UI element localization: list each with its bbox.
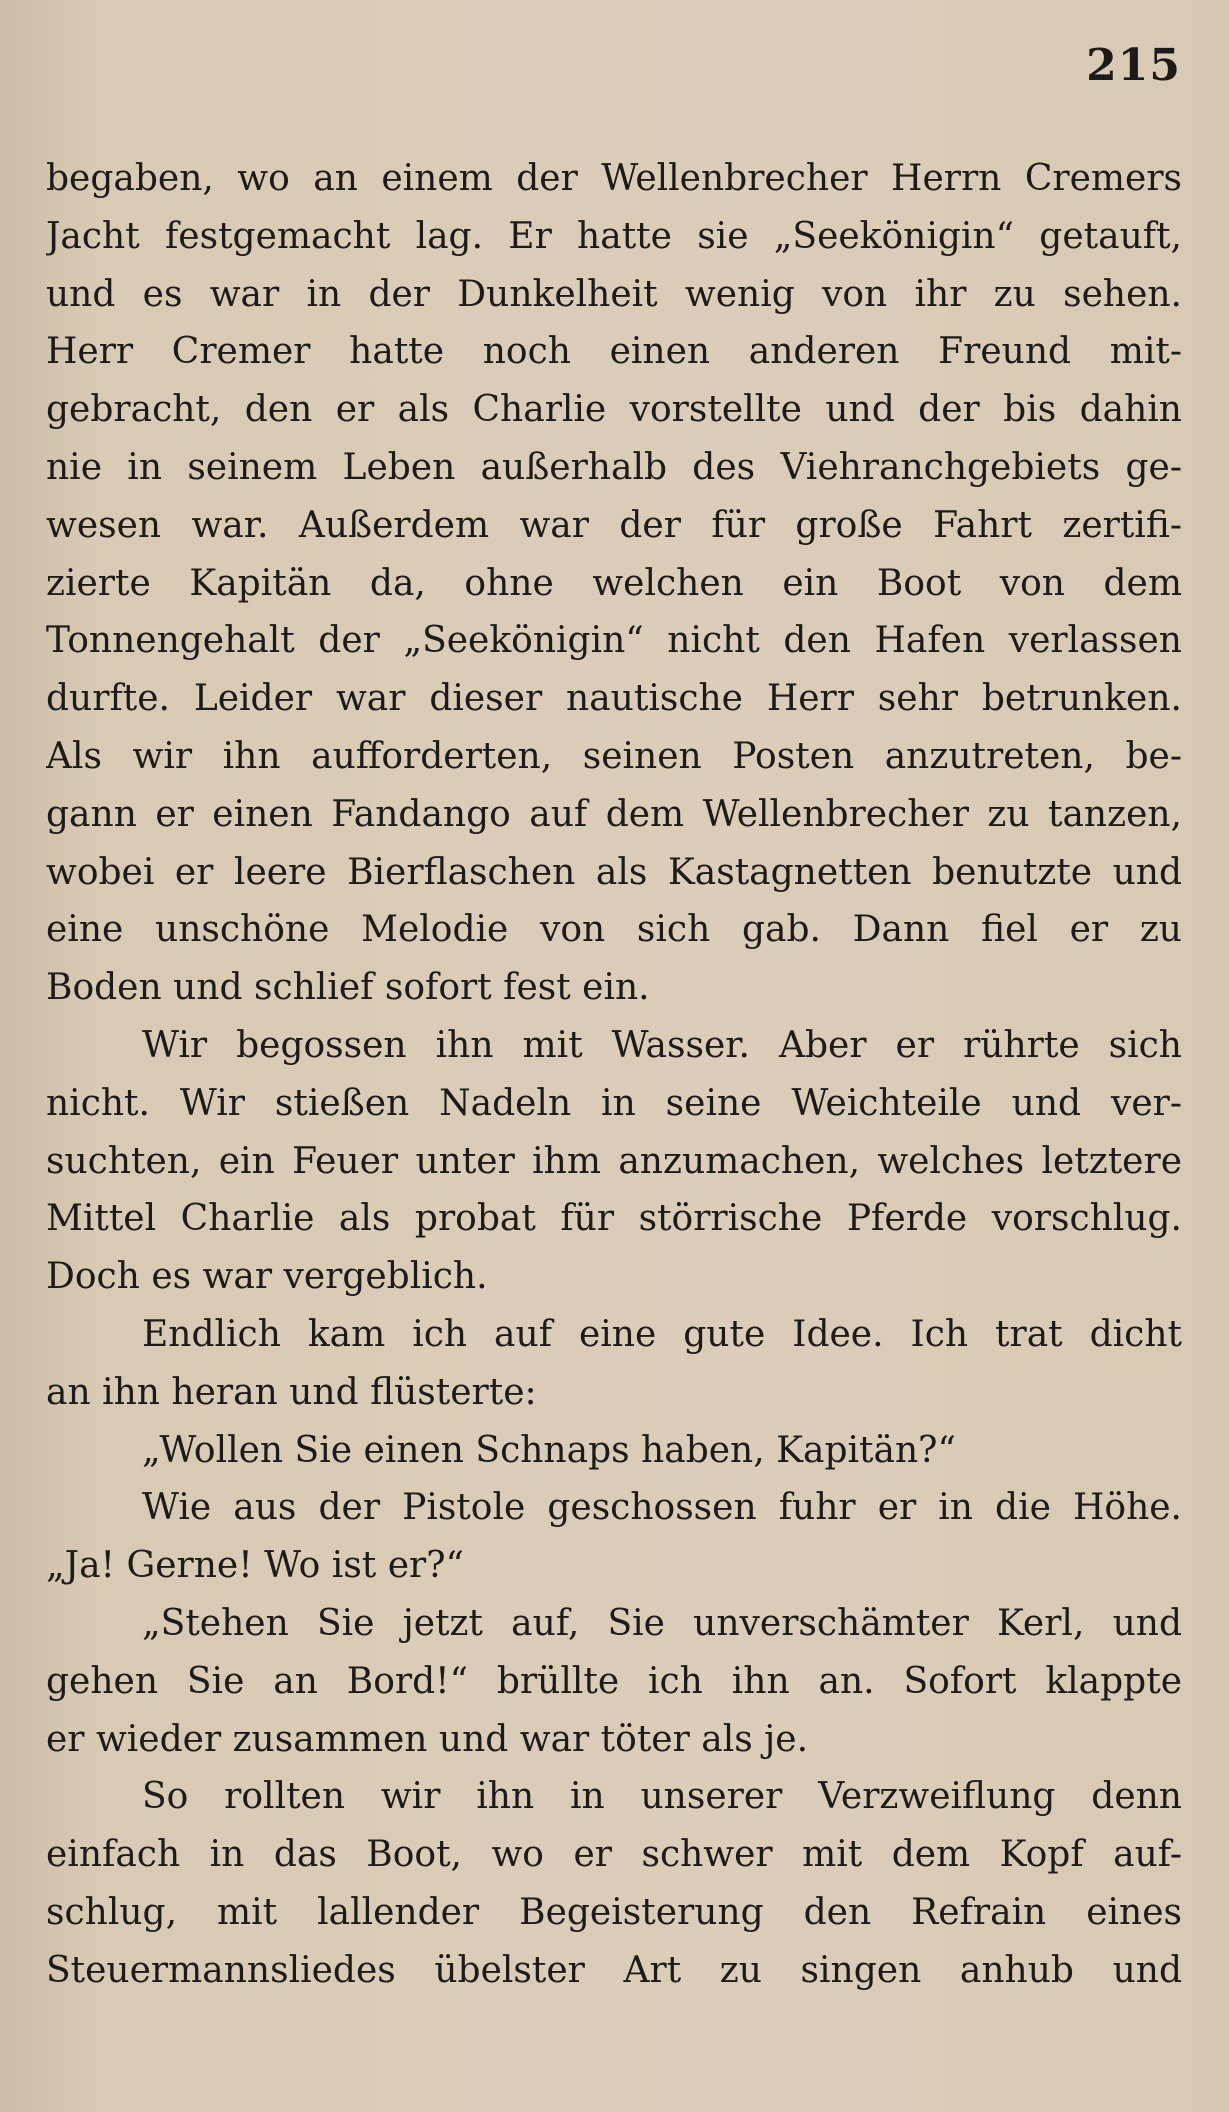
text-line: schlug, mit lallender Begeisterung den Refrain eines	[46, 1891, 1182, 1933]
text-line: er wieder zusammen und war töter als je.	[46, 1718, 809, 1760]
text-line: Mittel Charlie als probat für störrische Pferde vorschlug.	[46, 1198, 1182, 1240]
text-line: einfach in das Boot, wo er schwer mit dem Kopf auf-	[46, 1834, 1182, 1876]
text-line: wesen war. Außerdem war der für große Fahrt zertifi-	[46, 504, 1182, 546]
text-line: Endlich kam ich auf eine gute Idee. Ich trat dicht	[142, 1313, 1182, 1355]
text-line: Jacht festgemacht lag. Er hatte sie „Seekönigin“ getauft,	[46, 215, 1182, 257]
text-line: durfte. Leider war dieser nautische Herr sehr betrunken.	[46, 678, 1182, 720]
text-line: Steuermannsliedes übelster Art zu singen anhub und	[46, 1949, 1182, 1991]
text-line: Boden und schlief sofort fest ein.	[46, 967, 650, 1009]
text-line: Wie aus der Pistole geschossen fuhr er in die Höhe.	[142, 1487, 1182, 1529]
page-number: 215	[1086, 40, 1181, 91]
body-text	[46, 150, 1182, 2000]
text-line: Als wir ihn aufforderten, seinen Posten anzutreten, be-	[46, 735, 1182, 777]
text-line: Tonnengehalt der „Seekönigin“ nicht den Hafen verlassen	[46, 620, 1182, 662]
text-line: „Ja! Gerne! Wo ist er?“	[46, 1545, 464, 1587]
text-line: begaben, wo an einem der Wellenbrecher Herrn Cremers	[46, 158, 1182, 199]
text-line: gann er einen Fandango auf dem Wellenbrecher zu tanzen,	[46, 793, 1182, 835]
text-line: an ihn heran und flüsterte:	[46, 1371, 537, 1413]
text-line: gehen Sie an Bord!“ brüllte ich ihn an. Sofort klappte	[46, 1660, 1182, 1702]
text-line: gebracht, den er als Charlie vorstellte und der bis dahin	[46, 389, 1182, 431]
text-line: zierte Kapitän da, ohne welchen ein Boot von dem	[46, 562, 1182, 604]
text-line: und es war in der Dunkelheit wenig von ihr zu sehen.	[46, 273, 1182, 315]
text-line: „Stehen Sie jetzt auf, Sie unverschämter Kerl, und	[142, 1602, 1182, 1644]
text-line: nicht. Wir stießen Nadeln in seine Weichteile und ver-	[46, 1082, 1182, 1124]
text-line: suchten, ein Feuer unter ihm anzumachen, welches letztere	[46, 1140, 1182, 1182]
text-line: Herr Cremer hatte noch einen anderen Freund mit-	[46, 331, 1182, 373]
text-line: eine unschöne Melodie von sich gab. Dann fiel er zu	[46, 909, 1182, 951]
text-line: So rollten wir ihn in unserer Verzweiflung denn	[142, 1776, 1182, 1818]
text-line: wobei er leere Bierflaschen als Kastagnetten benutzte und	[46, 851, 1182, 893]
text-line: „Wollen Sie einen Schnaps haben, Kapitän?“	[142, 1429, 956, 1471]
text-line: Wir begossen ihn mit Wasser. Aber er rührte sich	[142, 1024, 1182, 1066]
text-line: Doch es war vergeblich.	[46, 1256, 488, 1298]
text-line: nie in seinem Leben außerhalb des Viehranchgebiets ge-	[46, 446, 1182, 488]
